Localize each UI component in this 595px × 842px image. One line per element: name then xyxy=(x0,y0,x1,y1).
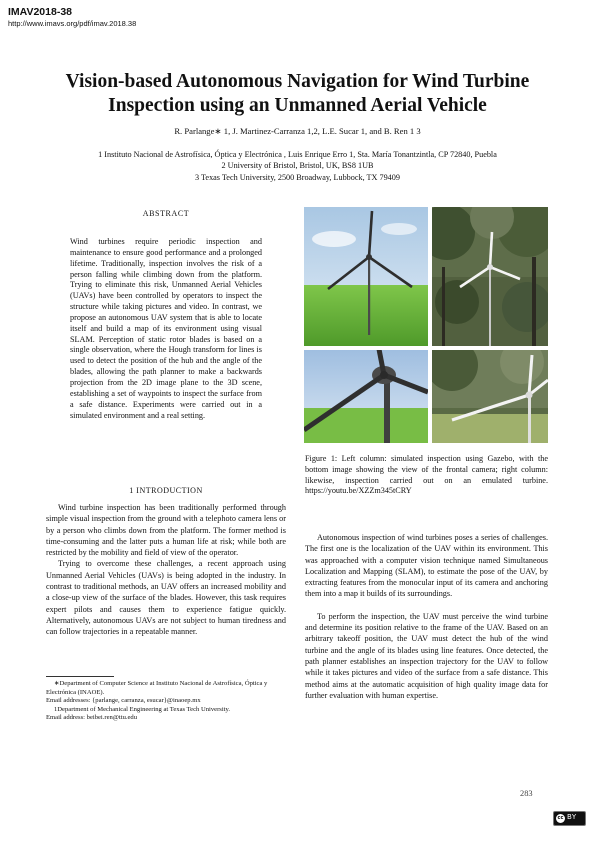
sim-turbine-panel xyxy=(304,207,428,346)
right-paragraph-2: To perform the inspection, the UAV must perceive the wind turbine and determine its position relative to the frame of the UAV. Based on an arbitrary takeoff position, the UAV must detect the hub of the wind turbine and the angle of its blades using line features. Once detected, the path planner establishes an inspection trajectory for the UAV to follow while it takes pictures and video of the surface from a safe distance. This method aims at the automatic acquisition of high quality image data for further evaluation with human expertise. xyxy=(305,611,548,700)
figure-1 xyxy=(304,207,548,443)
paper-title xyxy=(20,70,575,118)
intro-paragraph-1: Wind turbine inspection has been traditionally performed through simple visual inspection from the ground with a telephoto camera lens or by a person who climbs down from the platform. The former method is time-consuming and the latter puts a human life at risk; while both are restricted by the mobility and field of view of the operator. xyxy=(46,503,286,558)
abstract-heading: ABSTRACT xyxy=(142,209,190,218)
footnote-email-2: Email address: beibei.ren@ttu.edu xyxy=(46,714,138,722)
abstract-paragraph: Wind turbines require periodic inspection and maintenance to ensure good performance and a prolonged lifetime. Traditionally, inspection involves the risk of a person falling while climbing down from the platform. Trying to eliminate this risk, Unmanned Aerial Vehicles (UAVs) have been controlled by operators to inspect the structure while taking pictures and video. In contrast, we propose an autonomous UAV system that is able to locate itself and build a map of its environment using visual SLAM. Perception of static rotor blades is based on a single observation, where the Hough transform for lines is used to detect the position of the hub and the angle of the blades, allowing the path planner to make a backwards projection from the 2D image plane to the 3D scene, establishing a set of waypoints to inspect the surface from a safe distance. Experiments were carried out in a simulated environment and a real setting. xyxy=(70,237,262,420)
sim-camera-view-panel xyxy=(304,350,428,443)
page-number: 283 xyxy=(520,789,533,798)
figure-caption: Figure 1: Left column: simulated inspection using Gazebo, with the bottom image showing the view of the frontal camera; right column: likewise, inspection carried out on an emulated turbine. https://youtu.be/XZZm345tCRY xyxy=(305,454,548,496)
conference-id: IMAV2018-38 xyxy=(8,6,73,18)
intro-paragraph-2: Trying to overcome these challenges, a recent approach using Unmanned Aerial Vehicles (UAVs) is being adopted in the industry. In contrast to traditional methods, an UAV offers an increased mobility and a close-up view of the surface of the blades. However, this task requires expert pilots and causes them to experience fatigue quickly. Alternatively, autonomous UAVs are not subject to human tiredness and can follow trajectories in a repeatable manner. xyxy=(46,559,286,637)
cc-license-badge[interactable] xyxy=(553,811,586,826)
footnotes xyxy=(46,680,291,723)
affiliation-1: 1 Instituto Nacional de Astrofísica, Óptica y Electrónica , Luis Enrique Erro 1, Sta. María Tonantzintla, CP 72840, Puebla xyxy=(98,150,497,159)
affiliation-3: 3 Texas Tech University, 2500 Broadway, Lubbock, TX 79409 xyxy=(195,172,400,182)
footnote-1: ∗Department of Computer Science at Instituto Nacional de Astrofísica, Óptica y Electrónica (INAOE). xyxy=(46,680,268,696)
introduction-text xyxy=(46,502,286,638)
section-heading-introduction: 1 INTRODUCTION xyxy=(129,486,203,495)
footnote-2: 1Department of Mechanical Engineering at Texas Tech University. xyxy=(54,705,231,713)
abstract-text xyxy=(70,237,262,421)
affiliation-2: 2 University of Bristol, Bristol, UK, BS8 1UB xyxy=(221,161,374,171)
affiliations xyxy=(20,149,575,183)
footnote-divider xyxy=(46,676,114,677)
paper-url[interactable]: http://www.imavs.org/pdf/imav.2018.38 xyxy=(8,19,137,28)
title-line-2: Inspection using an Unmanned Aerial Vehicle xyxy=(108,95,487,116)
license-label: BY xyxy=(567,813,577,821)
cc-icon: cc xyxy=(557,815,564,821)
footnote-email-1: Email addresses: {parlange, carranza, esucar}@inaoep.mx xyxy=(46,697,201,705)
real-turbine-panel xyxy=(432,207,548,346)
title-line-1: Vision-based Autonomous Navigation for Wind Turbine xyxy=(65,71,530,92)
real-camera-view-panel xyxy=(432,350,548,443)
right-paragraph-1: Autonomous inspection of wind turbines poses a series of challenges. The first one is the localization of the UAV within its environment. This was approached with a computer vision technique named Simultaneous Localization and Mapping (SLAM), to estimate the pose of the UAV, by extracting features from the monocular input of its camera and anchoring them into a map it builds of its surroundings. xyxy=(305,533,548,599)
right-column-text xyxy=(305,532,548,712)
author-list: R. Parlange∗ 1, J. Martinez-Carranza 1,2, L.E. Sucar 1, and B. Ren 1 3 xyxy=(174,126,421,136)
